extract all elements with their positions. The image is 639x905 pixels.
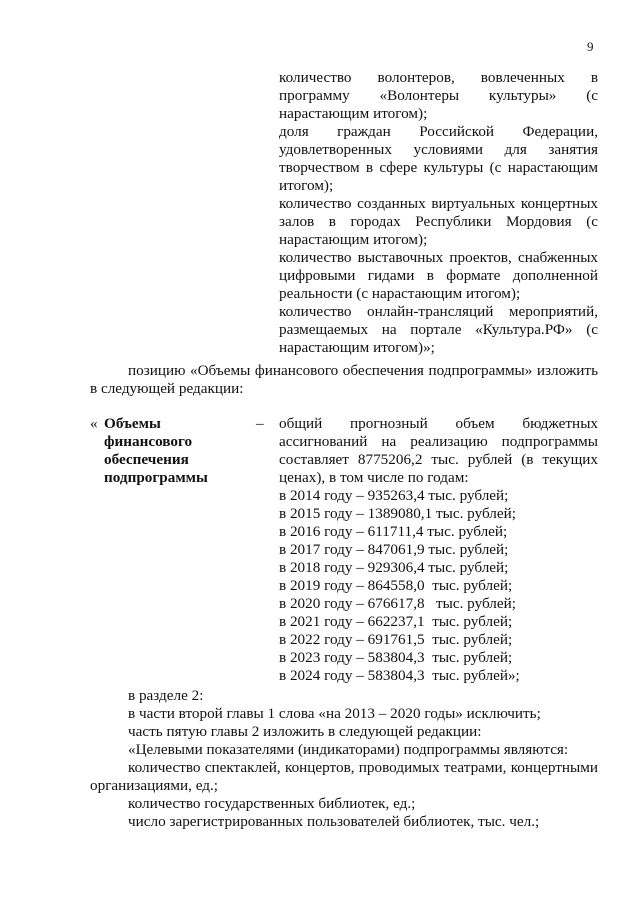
finance-years-list (279, 487, 598, 685)
finance-year-item: в 2019 году – 864558,0 тыс. рублей; (279, 577, 513, 594)
label-dash: – (256, 415, 264, 432)
section-two-line: количество спектаклей, концертов, проводимых театрами, концертными организациями, ед.; (90, 759, 598, 794)
section-two-line: количество государственных библиотек, ед.; (128, 795, 416, 812)
finance-year-item: в 2024 году – 583804,3 тыс. рублей»; (279, 667, 520, 684)
finance-year-item: в 2023 году – 583804,3 тыс. рублей; (279, 649, 513, 666)
finance-year-item: в 2015 году – 1389080,1 тыс. рублей; (279, 505, 516, 522)
section-two (90, 687, 598, 831)
finance-year-item: в 2014 году – 935263,4 тыс. рублей; (279, 487, 509, 504)
intro-paragraph: позицию «Объемы финансового обеспечения подпрограммы» изложить в следующей редакции: (90, 362, 598, 397)
finance-year-item: в 2017 году – 847061,9 тыс. рублей; (279, 541, 509, 558)
finance-block (90, 415, 598, 684)
indicator-item: доля граждан Российской Федерации, удовлетворенных условиями для занятия творчеством в сфере культуры (с нарастающим итогом); (279, 123, 598, 194)
finance-year-item: в 2022 году – 691761,5 тыс. рублей; (279, 631, 513, 648)
finance-label: Объемы финансового обеспечения подпрограммы (104, 415, 208, 486)
finance-text (279, 415, 598, 685)
opening-quote: « (90, 415, 98, 432)
finance-year-item: в 2016 году – 611711,4 тыс. рублей; (279, 523, 508, 540)
page-number: 9 (587, 39, 594, 54)
indicator-item: количество онлайн-трансляций мероприятий, размещаемых на портале «Культура.РФ» (с нарастающим итогом)»; (279, 303, 598, 356)
indicator-item: количество созданных виртуальных концертных залов в городах Республики Мордовия (с нарастающим итогом); (279, 195, 598, 248)
section-two-line: в части второй главы 1 слова «на 2013 – 2020 годы» исключить; (128, 705, 541, 722)
indicator-item: количество выставочных проектов, снабженных цифровыми гидами в формате дополненной реальности (с нарастающим итогом); (279, 249, 598, 302)
indicator-item: количество волонтеров, вовлеченных в программу «Волонтеры культуры» (с нарастающим итогом); (279, 69, 598, 122)
finance-year-item: в 2018 году – 929306,4 тыс. рублей; (279, 559, 509, 576)
section-two-line: число зарегистрированных пользователей библиотек, тыс. чел.; (128, 813, 540, 830)
indicator-list (279, 69, 598, 357)
section-two-line: «Целевыми показателями (индикаторами) подпрограммы являются: (128, 741, 569, 758)
section-two-line: часть пятую главы 2 изложить в следующей редакции: (128, 723, 482, 740)
finance-year-item: в 2020 году – 676617,8 тыс. рублей; (279, 595, 516, 612)
finance-summary: общий прогнозный объем бюджетных ассигнований на реализацию подпрограммы составляет 8775206,2 тыс. рублей (в текущих ценах), в том числе по годам: (279, 415, 598, 486)
section-two-line: в разделе 2: (128, 687, 204, 704)
finance-year-item: в 2021 году – 662237,1 тыс. рублей; (279, 613, 513, 630)
